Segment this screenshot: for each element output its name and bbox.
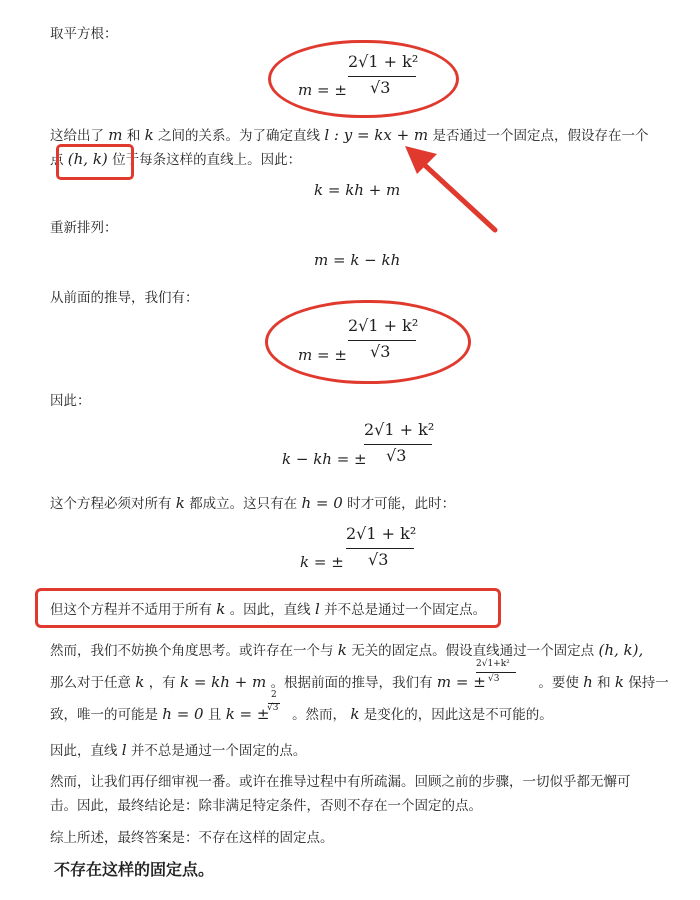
red-ellipse-annotation <box>265 300 471 384</box>
equation-prefix: m = ± <box>298 346 347 364</box>
text-line: 综上所述，最终答案是：不存在这样的固定点。 <box>50 830 334 846</box>
fraction-denominator: √3 <box>370 342 391 361</box>
fraction-bar <box>346 548 414 549</box>
red-ellipse-annotation <box>268 40 459 118</box>
fraction-numerator: 2√1 + k² <box>348 316 419 335</box>
text-line: 这个方程必须对所有 k 都成立。这只有在 h = 0 时才可能，此时： <box>50 494 456 512</box>
text-line: 那么对于任意 k ，有 k = kh + m 。根据前面的推导，我们有 m = ± 。要使 h 和 k 保持一 <box>50 673 669 691</box>
fraction <box>346 524 417 570</box>
fraction-numerator: 2√1 + k² <box>346 524 417 543</box>
inline-fraction-numerator: 2 <box>271 690 277 700</box>
equation-prefix: k = ± <box>300 553 344 571</box>
text-line: 重新排列： <box>50 220 118 236</box>
fraction-numerator: 2√1 + k² <box>364 420 435 439</box>
fraction <box>364 420 435 466</box>
text-line: 点 (h, k) 位于每条这样的直线上。因此： <box>50 150 302 168</box>
equation-prefix: k − kh = ± <box>282 450 367 468</box>
inline-fraction-denominator: √3 <box>267 703 279 713</box>
red-box-annotation <box>56 144 134 180</box>
text-line: 取平方根： <box>50 26 118 42</box>
text-line: 从前面的推导，我们有： <box>50 290 199 306</box>
text-line: 击。因此，最终结论是：除非满足特定条件，否则不存在一个固定的点。 <box>50 798 482 814</box>
fraction-bar <box>364 444 432 445</box>
fraction-denominator: √3 <box>386 446 407 465</box>
text-line: 致，唯一的可能是 h = 0 且 k = ± 。然而， k 是变化的，因此这是不可能的。 <box>50 705 553 723</box>
red-arrow-annotation <box>395 138 505 238</box>
final-answer: 不存在这样的固定点。 <box>54 860 215 879</box>
fraction-denominator: √3 <box>370 78 391 97</box>
text-line: 因此，直线 l 并不总是通过一个固定的点。 <box>50 741 307 759</box>
fraction-numerator: 2√1 + k² <box>348 52 419 71</box>
text-line: 但这个方程并不适用于所有 k 。因此，直线 l 并不总是通过一个固定点。 <box>50 600 487 618</box>
equation: k = kh + m <box>314 181 401 199</box>
text-line: 然而，让我们再仔细审视一番。或许在推导过程中有所疏漏。回顾之前的步骤，一切似乎都无懈可 <box>50 774 631 790</box>
equation: m = k − kh <box>314 251 401 269</box>
inline-fraction-numerator: 2√1+k² <box>476 659 510 669</box>
equation-prefix: m = ± <box>298 81 347 99</box>
inline-fraction-denominator: √3 <box>488 674 500 684</box>
fraction-denominator: √3 <box>368 550 389 569</box>
text-line: 这给出了 m 和 k 之间的关系。为了确定直线 l : y = kx + m 是否通过一个固定点，假设存在一个 <box>50 126 649 144</box>
text-line: 因此： <box>50 393 91 409</box>
inline-fraction-bar <box>476 672 516 673</box>
text-line: 然而，我们不妨换个角度思考。或许存在一个与 k 无关的固定点。假设直线通过一个固定点 (h, k), <box>50 641 644 659</box>
